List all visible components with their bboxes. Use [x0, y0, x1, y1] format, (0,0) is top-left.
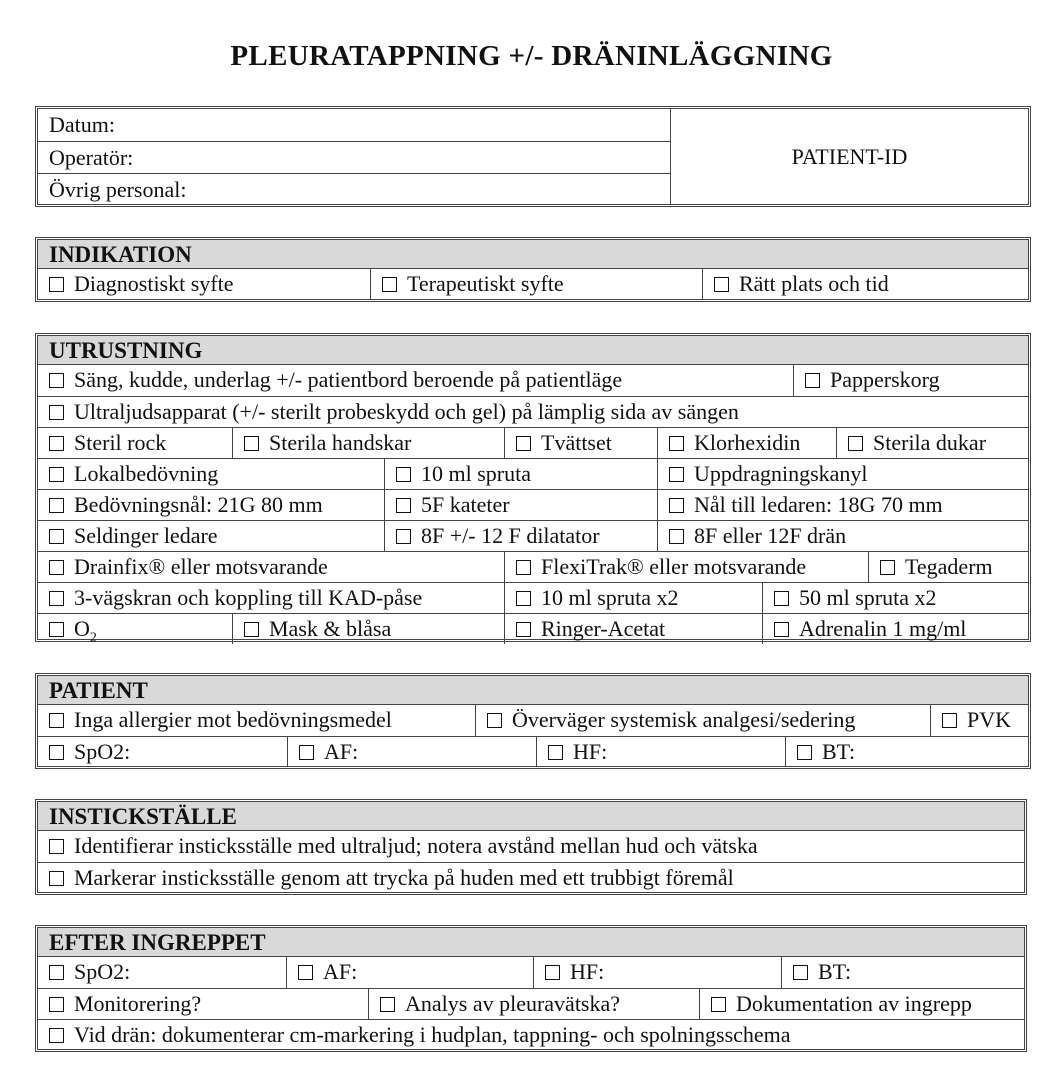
patient-heading: PATIENT: [38, 676, 1028, 705]
checkbox-icon[interactable]: [49, 1028, 64, 1043]
checkbox-drain-documentation[interactable]: Vid drän: dokumenterar cm-markering i hudplan, tappning- och spolningsschema: [38, 1020, 1024, 1050]
checkbox-icon[interactable]: [49, 622, 64, 637]
checkbox-spo2[interactable]: SpO2:: [38, 737, 287, 767]
patient-id-box[interactable]: [670, 109, 1028, 204]
checkbox-icon[interactable]: [669, 529, 684, 544]
checkbox-oxygen[interactable]: $O_2$: [38, 614, 232, 644]
page-title: PLEURATAPPNING +/- DRÄNINLÄGGNING: [230, 40, 833, 72]
checkbox-icon[interactable]: [49, 529, 64, 544]
checkbox-mark-site[interactable]: Markerar insticksställe genom att trycka på huden med ett trubbigt föremål: [38, 863, 1024, 893]
checkbox-icon[interactable]: [49, 405, 64, 420]
checkbox-icon[interactable]: [805, 373, 820, 388]
checkbox-systemic-analgesia[interactable]: Överväger systemisk analgesi/sedering: [475, 705, 930, 736]
checkbox-wash-set[interactable]: Tvättset: [504, 428, 657, 458]
checkbox-pleural-analysis[interactable]: Analys av pleuravätska?: [368, 989, 699, 1019]
checkbox-icon[interactable]: [298, 965, 313, 980]
other-staff-field[interactable]: Övrig personal:: [38, 173, 670, 205]
indikation-section: [35, 237, 1031, 302]
header-table: [35, 106, 1031, 207]
checkbox-no-allergies[interactable]: Inga allergier mot bedövningsmedel: [38, 705, 475, 736]
checkbox-drainfix[interactable]: Drainfix® eller motsvarande: [38, 552, 504, 582]
checkbox-icon[interactable]: [516, 436, 531, 451]
checkbox-anesthesia-needle[interactable]: Bedövningsnål: 21G 80 mm: [38, 490, 384, 520]
checkbox-icon[interactable]: [396, 529, 411, 544]
checkbox-icon[interactable]: [516, 560, 531, 575]
checkbox-tegaderm[interactable]: Tegaderm: [868, 552, 1028, 582]
checkbox-icon[interactable]: [49, 965, 64, 980]
checkbox-icon[interactable]: [49, 745, 64, 760]
date-field[interactable]: Datum:: [49, 112, 115, 137]
checkbox-icon[interactable]: [880, 560, 895, 575]
checkbox-icon[interactable]: [244, 436, 259, 451]
checkbox-bt[interactable]: BT:: [785, 737, 1028, 767]
checkbox-icon[interactable]: [774, 622, 789, 637]
checkbox-post-af[interactable]: AF:: [286, 957, 533, 988]
utrustning-section: [35, 333, 1031, 642]
checkbox-10ml-syringe[interactable]: 10 ml spruta: [384, 459, 657, 489]
operator-field[interactable]: Operatör:: [38, 141, 670, 173]
checkbox-mask-bag[interactable]: Mask & blåsa: [232, 614, 504, 644]
checkbox-10ml-syringe-x2[interactable]: 10 ml spruta x2: [504, 583, 762, 613]
checkbox-icon[interactable]: [714, 277, 729, 292]
checkbox-3way-stopcock[interactable]: 3-vägskran och koppling till KAD-påse: [38, 583, 504, 613]
checkbox-chlorhexidine[interactable]: Klorhexidin: [657, 428, 836, 458]
checkbox-sterile-gown[interactable]: Steril rock: [38, 428, 232, 458]
checkbox-icon[interactable]: [516, 622, 531, 637]
efter-section: [35, 925, 1027, 1052]
checkbox-post-hf[interactable]: HF:: [533, 957, 781, 988]
checkbox-50ml-syringe-x2[interactable]: 50 ml spruta x2: [762, 583, 1028, 613]
checkbox-icon[interactable]: [244, 622, 259, 637]
checkbox-icon[interactable]: [49, 467, 64, 482]
checkbox-seldinger-wire[interactable]: Seldinger ledare: [38, 521, 384, 551]
checkbox-icon[interactable]: [49, 871, 64, 886]
checkbox-icon[interactable]: [545, 965, 560, 980]
checkbox-post-bt[interactable]: BT:: [781, 957, 1024, 988]
checkbox-ultrasound[interactable]: Ultraljudsapparat (+/- sterilt probeskydd och gel) på lämplig sida av sängen: [38, 397, 1028, 427]
patient-section: [35, 673, 1031, 769]
checkbox-5f-catheter[interactable]: 5F kateter: [384, 490, 657, 520]
checkbox-adrenaline[interactable]: Adrenalin 1 mg/ml: [762, 614, 1028, 644]
indikation-heading: INDIKATION: [38, 240, 1028, 269]
checkbox-documentation[interactable]: Dokumentation av ingrepp: [699, 989, 1024, 1019]
checkbox-ringer-acetate[interactable]: Ringer-Acetat: [504, 614, 762, 644]
checkbox-guidewire-needle[interactable]: Nål till ledaren: 18G 70 mm: [657, 490, 1028, 520]
checkbox-af[interactable]: AF:: [287, 737, 536, 767]
checkbox-icon[interactable]: [49, 713, 64, 728]
checkbox-icon[interactable]: [49, 498, 64, 513]
checkbox-icon[interactable]: [797, 745, 812, 760]
checkbox-icon[interactable]: [49, 373, 64, 388]
checkbox-icon[interactable]: [396, 498, 411, 513]
checkbox-icon[interactable]: [299, 745, 314, 760]
checkbox-monitoring[interactable]: Monitorering?: [38, 989, 368, 1019]
checkbox-dilator[interactable]: 8F +/- 12 F dilatator: [384, 521, 657, 551]
checkbox-icon[interactable]: [669, 498, 684, 513]
checkbox-drawing-needle[interactable]: Uppdragningskanyl: [657, 459, 1028, 489]
checkbox-icon[interactable]: [49, 839, 64, 854]
checkbox-sterile-drapes[interactable]: Sterila dukar: [836, 428, 1028, 458]
checkbox-icon[interactable]: [774, 591, 789, 606]
checkbox-identify-site[interactable]: Identifierar insticksställe med ultraljud; notera avstånd mellan hud och vätska: [38, 831, 1024, 862]
checkbox-local-anesthesia[interactable]: Lokalbedövning: [38, 459, 384, 489]
checkbox-icon[interactable]: [49, 436, 64, 451]
checkbox-drain[interactable]: 8F eller 12F drän: [657, 521, 1028, 551]
checkbox-flexitrak[interactable]: FlexiTrak® eller motsvarande: [504, 552, 868, 582]
checkbox-therapeutic[interactable]: Terapeutiskt syfte: [370, 269, 702, 300]
checkbox-icon[interactable]: [49, 277, 64, 292]
efter-heading: EFTER INGREPPET: [38, 928, 1024, 957]
checkbox-icon[interactable]: [382, 277, 397, 292]
checkbox-icon[interactable]: [396, 467, 411, 482]
checkbox-icon[interactable]: [380, 997, 395, 1012]
checkbox-icon[interactable]: [548, 745, 563, 760]
checkbox-diagnostic[interactable]: Diagnostiskt syfte: [38, 269, 370, 300]
checkbox-pvk[interactable]: PVK: [930, 705, 1028, 736]
checkbox-post-spo2[interactable]: SpO2:: [38, 957, 286, 988]
checkbox-icon[interactable]: [49, 560, 64, 575]
utrustning-heading: UTRUSTNING: [38, 336, 1028, 365]
checkbox-icon[interactable]: [516, 591, 531, 606]
checkbox-icon[interactable]: [487, 713, 502, 728]
checkbox-icon[interactable]: [49, 997, 64, 1012]
checkbox-icon[interactable]: [49, 591, 64, 606]
checkbox-icon[interactable]: [848, 436, 863, 451]
checkbox-icon[interactable]: [793, 965, 808, 980]
checkbox-hf[interactable]: HF:: [536, 737, 785, 767]
checkbox-waste-basket[interactable]: Papperskorg: [793, 365, 1028, 396]
checkbox-right-place-time[interactable]: Rätt plats och tid: [702, 269, 1028, 300]
checkbox-icon[interactable]: [669, 467, 684, 482]
checkbox-icon[interactable]: [942, 713, 957, 728]
instickstalle-section: [35, 799, 1027, 895]
checkbox-bed-pillow[interactable]: Säng, kudde, underlag +/- patientbord beroende på patientläge: [38, 365, 793, 396]
instickstalle-heading: INSTICKSTÄLLE: [38, 802, 1024, 831]
checkbox-icon[interactable]: [711, 997, 726, 1012]
checkbox-icon[interactable]: [669, 436, 684, 451]
checkbox-sterile-gloves[interactable]: Sterila handskar: [232, 428, 504, 458]
patient-id-label: PATIENT-ID: [791, 143, 908, 169]
